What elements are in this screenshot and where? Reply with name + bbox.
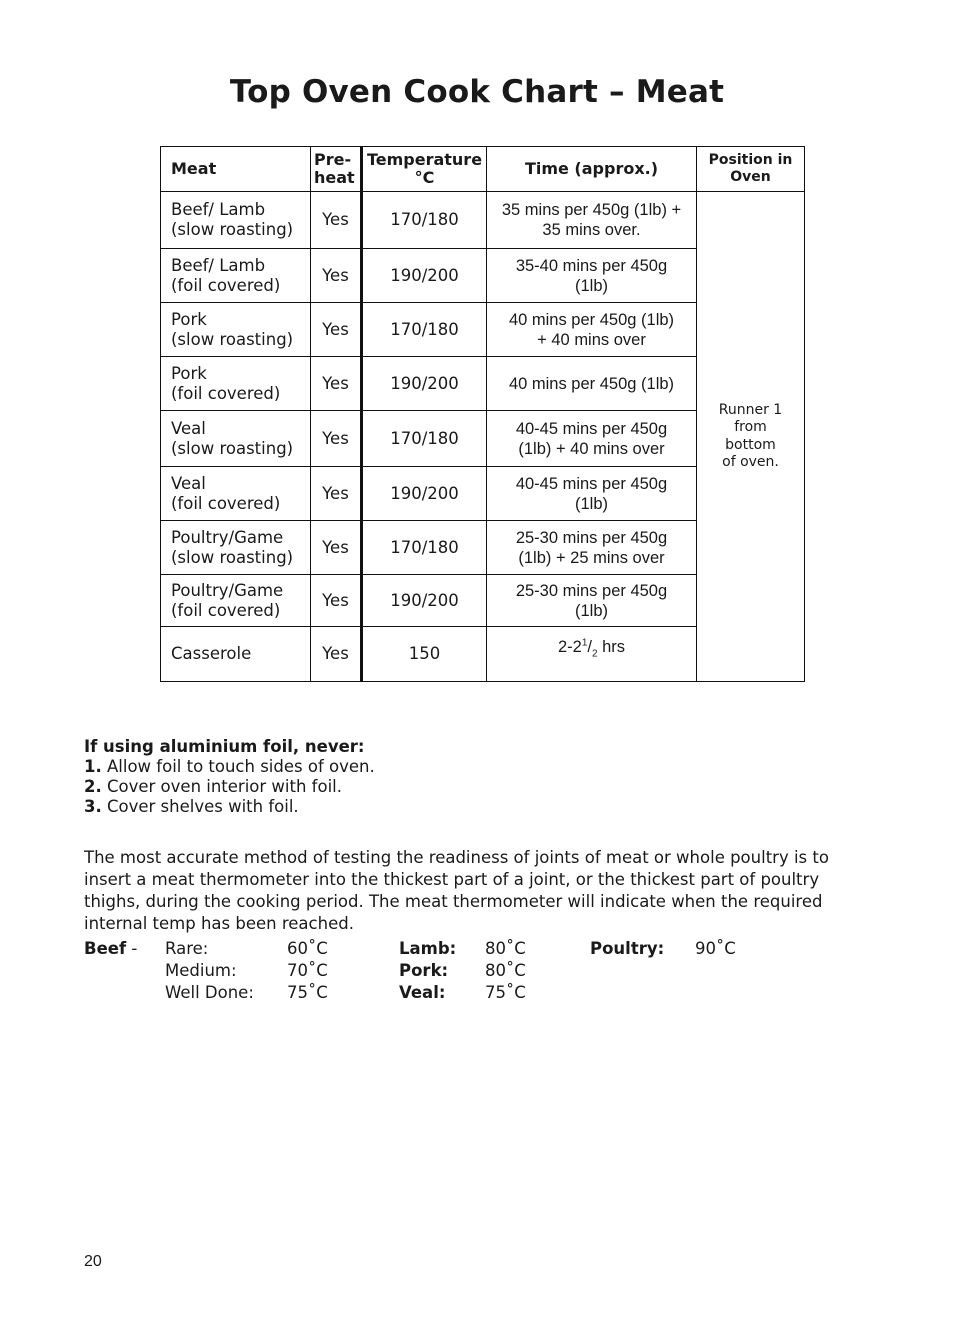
preheat-cell: Yes — [311, 411, 362, 467]
time-fraction-slash: / — [587, 638, 592, 656]
poultry-label: Poultry: — [590, 939, 665, 958]
meat-cell — [161, 521, 311, 575]
preheat-cell: Yes — [311, 192, 362, 249]
time-cell — [487, 303, 697, 357]
meat-cell — [161, 467, 311, 521]
lamb-label: Lamb: — [399, 939, 457, 958]
time-line2: (1lb) + 40 mins over — [518, 439, 665, 458]
temperature-cell: 170/180 — [362, 303, 487, 357]
item-text: Cover shelves with foil. — [101, 797, 299, 816]
meat-method: (foil covered) — [171, 275, 281, 295]
time-cell — [487, 249, 697, 303]
table-row — [161, 192, 805, 249]
position-line2: from — [734, 419, 767, 435]
preheat-cell: Yes — [311, 357, 362, 411]
meat-method: (foil covered) — [171, 383, 281, 403]
preheat-cell: Yes — [311, 303, 362, 357]
header-time: Time (approx.) — [487, 147, 697, 192]
time-cell — [487, 521, 697, 575]
time-line1: 40 mins per 450g (1lb) — [508, 374, 675, 393]
beef-welldone-value: 75˚C — [287, 983, 328, 1002]
item-text: Allow foil to touch sides of oven. — [101, 757, 375, 776]
pork-value: 80˚C — [485, 961, 526, 980]
time-line2: (1lb) — [574, 276, 608, 295]
time-line1: 25-30 mins per 450g — [515, 581, 668, 600]
meat-cell — [161, 357, 311, 411]
time-line2: (1lb) — [574, 494, 608, 513]
header-preheat-line1: Pre- — [314, 150, 352, 169]
time-line1: 40-45 mins per 450g — [515, 474, 668, 493]
temperature-cell: 150 — [362, 627, 487, 682]
time-cell — [487, 575, 697, 627]
beef-welldone-label: Well Done: — [165, 983, 254, 1002]
header-temperature-line2: °C — [414, 168, 435, 187]
meat-method: (slow roasting) — [171, 547, 294, 567]
foil-heading: If using aluminium foil, never: — [84, 737, 365, 756]
meat-name: Veal — [171, 473, 206, 493]
thermometer-paragraph: The most accurate method of testing the readiness of joints of meat or whole poultry is to insert a meat thermometer into the thickest part of a joint, or the thickest part of poultry thighs, during the cooking period. The meat thermometer will indicate when the required internal temp has been reached. — [84, 848, 829, 933]
foil-notes — [84, 737, 375, 817]
position-line3: bottom — [725, 436, 776, 453]
time-cell — [487, 627, 697, 682]
position-line1: Runner 1 — [718, 401, 783, 418]
time-fraction-numerator: 1 — [581, 637, 588, 649]
beef-rare-value: 60˚C — [287, 939, 328, 958]
header-meat: Meat — [161, 147, 311, 192]
list-item — [84, 777, 375, 797]
time-cell — [487, 192, 697, 249]
time-line1: 25-30 mins per 450g — [515, 528, 668, 547]
meat-name: Pork — [171, 363, 207, 383]
meat-method: (slow roasting) — [171, 220, 294, 239]
item-number: 1. — [84, 757, 102, 776]
item-text: Cover oven interior with foil. — [101, 777, 342, 796]
meat-name: Poultry/Game — [171, 527, 284, 547]
time-line2: 35 mins over. — [542, 221, 641, 239]
meat-method: (slow roasting) — [171, 329, 294, 349]
meat-method: (slow roasting) — [171, 438, 294, 458]
position-line4: of oven. — [722, 454, 779, 470]
list-item — [84, 797, 375, 817]
temperature-cell: 170/180 — [362, 411, 487, 467]
time-line2: (1lb) + 25 mins over — [518, 548, 665, 567]
time-cell — [487, 411, 697, 467]
temperature-cell: 190/200 — [362, 357, 487, 411]
meat-cell: Casserole — [161, 627, 311, 682]
beef-rare-label: Rare: — [165, 939, 209, 958]
beef-label-group — [84, 938, 137, 960]
preheat-cell: Yes — [311, 575, 362, 627]
cook-chart-table — [160, 146, 805, 682]
preheat-cell: Yes — [311, 627, 362, 682]
temperature-cell: 170/180 — [362, 192, 487, 249]
meat-cell — [161, 192, 311, 249]
header-preheat-line2: heat — [314, 168, 355, 187]
meat-name: Beef/ Lamb — [171, 200, 266, 219]
page-number: 20 — [84, 1253, 102, 1270]
position-cell — [697, 192, 805, 682]
veal-value: 75˚C — [485, 983, 526, 1002]
meat-name: Veal — [171, 418, 206, 438]
meat-name: Pork — [171, 309, 207, 329]
header-temperature — [362, 147, 487, 192]
veal-label: Veal: — [399, 983, 446, 1002]
meat-cell — [161, 249, 311, 303]
time-line2: (1lb) — [574, 601, 608, 620]
table-header-row — [161, 147, 805, 192]
time-unit: hrs — [597, 638, 626, 656]
time-cell — [487, 357, 697, 411]
header-position — [697, 147, 805, 192]
temperature-cell: 190/200 — [362, 467, 487, 521]
meat-method: (foil covered) — [171, 493, 281, 513]
time-whole: 2-2 — [557, 638, 582, 656]
meat-method: (foil covered) — [171, 600, 281, 620]
preheat-cell: Yes — [311, 467, 362, 521]
header-position-line2: Oven — [730, 169, 771, 185]
temperature-cell: 190/200 — [362, 249, 487, 303]
preheat-cell: Yes — [311, 249, 362, 303]
time-line1: 40 mins per 450g (1lb) — [508, 310, 675, 329]
time-line1: 35 mins per 450g (1lb) + — [501, 201, 682, 219]
meat-name: Beef/ Lamb — [171, 255, 266, 275]
header-preheat — [311, 147, 362, 192]
meat-name: Poultry/Game — [171, 580, 284, 600]
time-fraction-denominator: 2 — [591, 648, 598, 660]
time-line1: 35-40 mins per 450g — [515, 256, 668, 275]
item-number: 2. — [84, 777, 102, 796]
meat-cell — [161, 303, 311, 357]
pork-label: Pork: — [399, 961, 449, 980]
temperature-cell: 190/200 — [362, 575, 487, 627]
beef-dash: - — [126, 939, 138, 958]
meat-cell — [161, 411, 311, 467]
list-item — [84, 757, 375, 777]
page-title: Top Oven Cook Chart – Meat — [229, 74, 725, 110]
poultry-value: 90˚C — [695, 939, 736, 958]
item-number: 3. — [84, 797, 102, 816]
time-line2: + 40 mins over — [537, 330, 646, 349]
time-cell — [487, 467, 697, 521]
preheat-cell: Yes — [311, 521, 362, 575]
temperature-cell: 170/180 — [362, 521, 487, 575]
meat-cell — [161, 575, 311, 627]
beef-medium-label: Medium: — [165, 961, 237, 980]
lamb-value: 80˚C — [485, 939, 526, 958]
header-position-line1: Position in — [708, 152, 793, 168]
time-line1: 40-45 mins per 450g — [515, 419, 668, 438]
header-temperature-line1: Temperature — [366, 150, 483, 169]
beef-label: Beef — [84, 939, 127, 958]
beef-medium-value: 70˚C — [287, 961, 328, 980]
